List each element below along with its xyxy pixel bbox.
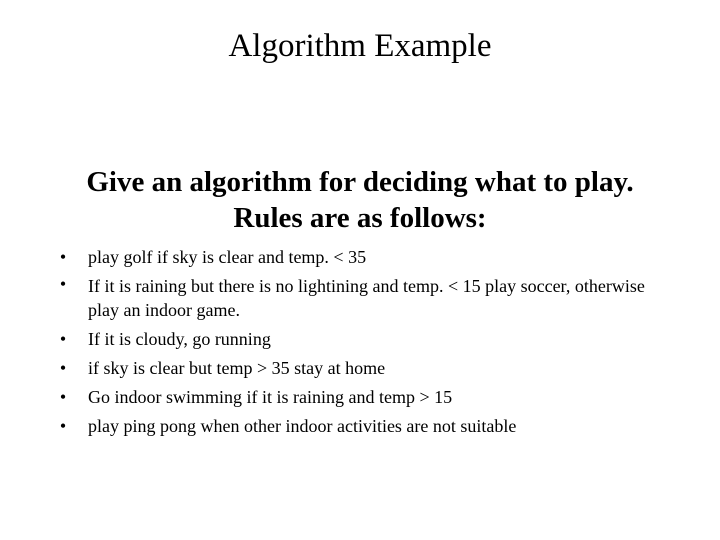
list-item-text: play ping pong when other indoor activities are not suitable — [88, 416, 517, 436]
list-item-text: If it is raining but there is no lightining and temp. < 15 play soccer, otherwise play an indoor game. — [88, 276, 645, 320]
list-item — [56, 354, 676, 383]
slide-subtitle — [0, 164, 720, 236]
list-item — [56, 325, 676, 354]
bullet-icon: • — [59, 329, 67, 349]
list-item — [56, 383, 676, 412]
bullet-icon: • — [59, 358, 67, 378]
bullet-icon: • — [59, 247, 67, 267]
list-item-text: if sky is clear but temp > 35 stay at home — [88, 358, 386, 378]
list-item-text: Go indoor swimming if it is raining and temp > 15 — [88, 387, 453, 407]
bullet-icon: • — [59, 274, 67, 294]
list-item — [56, 272, 676, 325]
slide-title: Algorithm Example — [228, 28, 492, 64]
subtitle-line-1: Give an algorithm for deciding what to play. — [86, 166, 634, 198]
bullet-icon: • — [59, 387, 67, 407]
list-item-text: play golf if sky is clear and temp. < 35 — [88, 247, 367, 267]
rules-list — [56, 243, 676, 441]
list-item — [56, 243, 676, 272]
bullet-icon: • — [59, 416, 67, 436]
list-item-text: If it is cloudy, go running — [88, 329, 271, 349]
list-item — [56, 412, 676, 441]
subtitle-line-2: Rules are as follows: — [233, 202, 487, 234]
